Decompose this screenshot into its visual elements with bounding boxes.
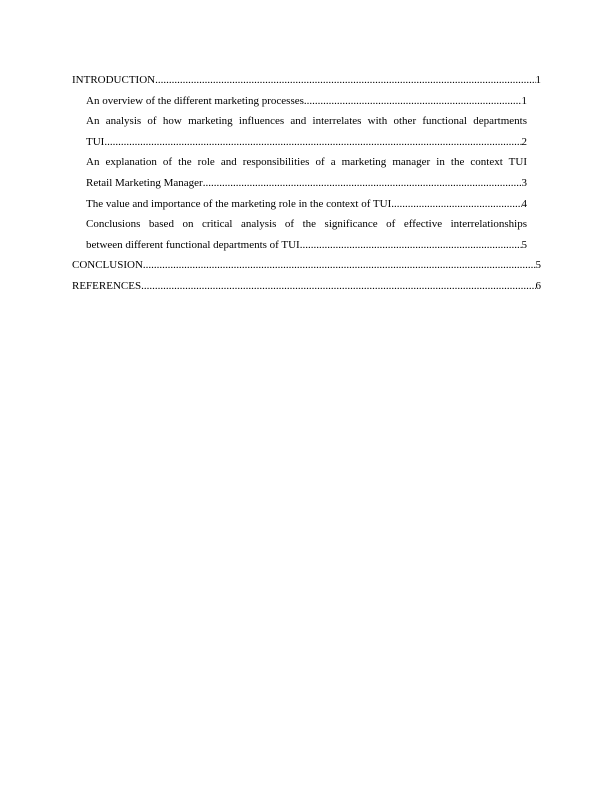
toc-entry-value[interactable] bbox=[86, 194, 527, 215]
dot-leader bbox=[203, 173, 522, 194]
toc-entry-title: CONCLUSION bbox=[72, 259, 143, 272]
toc-entry-conclusions[interactable] bbox=[86, 214, 527, 255]
table-of-contents bbox=[72, 70, 541, 297]
toc-entry-introduction[interactable] bbox=[72, 70, 541, 91]
toc-entry-title: The value and importance of the marketing role in the context of TUI bbox=[86, 197, 392, 210]
toc-entry-title: An overview of the different marketing processes bbox=[86, 94, 304, 107]
toc-entry-page: 6 bbox=[535, 279, 541, 292]
dot-leader bbox=[155, 70, 535, 91]
dot-leader bbox=[304, 91, 522, 112]
toc-entry-overview[interactable] bbox=[86, 91, 527, 112]
dot-leader bbox=[143, 255, 536, 276]
toc-entry-references[interactable] bbox=[72, 276, 541, 297]
toc-entry-title-line2: TUI bbox=[86, 135, 105, 148]
toc-entry-page: 5 bbox=[535, 259, 541, 272]
dot-leader bbox=[300, 235, 522, 256]
toc-entry-page: 5 bbox=[521, 238, 527, 251]
toc-entry-analysis[interactable] bbox=[86, 111, 527, 152]
toc-entry-title: INTRODUCTION bbox=[72, 74, 156, 86]
dot-leader bbox=[141, 276, 535, 297]
toc-entry-title-line1: Conclusions based on critical analysis of the significance of effective interrelationships bbox=[86, 218, 527, 231]
toc-entry-page: 1 bbox=[535, 74, 541, 86]
toc-entry-conclusion[interactable] bbox=[72, 255, 541, 276]
dot-leader bbox=[104, 132, 521, 153]
toc-entry-title-line1: An explanation of the role and responsibilities of a marketing manager in the context TUI bbox=[86, 156, 527, 169]
toc-entry-explanation[interactable] bbox=[86, 152, 527, 193]
toc-entry-title-line1: An analysis of how marketing influences and interrelates with other functional departments bbox=[86, 115, 527, 128]
toc-entry-title-line2: between different functional departments of TUI bbox=[86, 238, 300, 251]
toc-entry-page: 1 bbox=[521, 94, 527, 107]
dot-leader bbox=[391, 194, 521, 215]
toc-entry-page: 4 bbox=[521, 197, 527, 210]
toc-entry-title-line2: Retail Marketing Manager bbox=[86, 176, 203, 189]
toc-entry-page: 3 bbox=[521, 176, 527, 189]
toc-entry-page: 2 bbox=[521, 135, 527, 148]
toc-entry-title: REFERENCES bbox=[72, 279, 142, 292]
